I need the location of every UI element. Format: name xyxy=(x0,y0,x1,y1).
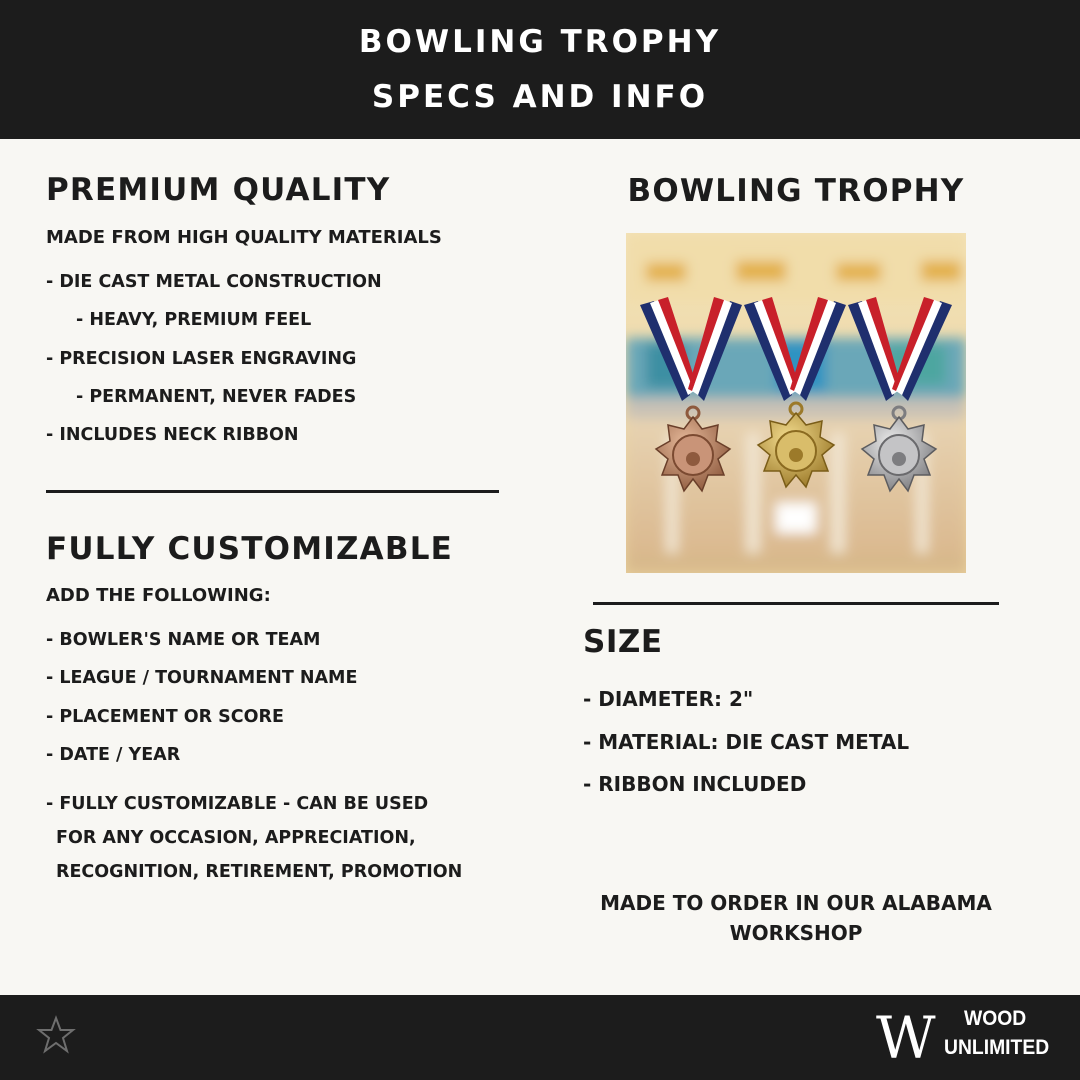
logo-line1: WOOD xyxy=(964,1007,1027,1030)
medals-photo xyxy=(626,233,966,573)
section-divider xyxy=(46,490,499,493)
logo-letter: W xyxy=(876,1004,930,1072)
premium-subitem: - PERMANENT, NEVER FADES xyxy=(76,387,357,407)
page-footer xyxy=(0,995,1080,1080)
wood-unlimited-logo xyxy=(876,1003,1056,1073)
made-to-order-note xyxy=(580,888,1012,948)
customizable-item: - BOWLER'S NAME OR TEAM xyxy=(46,630,321,650)
header-title-line2: SPECS AND INFO xyxy=(371,78,709,115)
customizable-heading: FULLY CUSTOMIZABLE xyxy=(46,531,454,567)
product-title: BOWLING TROPHY xyxy=(627,173,965,209)
star-outline-icon xyxy=(36,1015,76,1055)
premium-item: - DIE CAST METAL CONSTRUCTION xyxy=(46,272,382,292)
premium-item: - INCLUDES NECK RIBBON xyxy=(46,425,299,445)
premium-item: - PRECISION LASER ENGRAVING xyxy=(46,349,357,369)
customizable-item: - DATE / YEAR xyxy=(46,745,181,765)
size-item: - DIAMETER: 2" xyxy=(583,687,754,711)
page-header xyxy=(0,0,1080,139)
header-title-line1: BOWLING TROPHY xyxy=(358,23,722,60)
customizable-item: - LEAGUE / TOURNAMENT NAME xyxy=(46,668,358,688)
size-heading: SIZE xyxy=(583,624,663,660)
logo-line2: UNLIMITED xyxy=(944,1036,1050,1059)
size-item: - RIBBON INCLUDED xyxy=(583,772,807,796)
premium-heading: PREMIUM QUALITY xyxy=(46,172,391,208)
premium-subheading: MADE FROM HIGH QUALITY MATERIALS xyxy=(46,227,442,248)
customizable-subheading: ADD THE FOLLOWING: xyxy=(46,585,271,606)
made-to-order-line1: MADE TO ORDER IN OUR ALABAMA xyxy=(600,891,992,915)
customizable-note-line: - FULLY CUSTOMIZABLE - CAN BE USED xyxy=(46,794,429,814)
premium-subitem: - HEAVY, PREMIUM FEEL xyxy=(76,310,312,330)
section-divider xyxy=(593,602,999,605)
medals-photo-icon xyxy=(626,233,966,573)
size-item: - MATERIAL: DIE CAST METAL xyxy=(583,730,910,754)
customizable-note-line: RECOGNITION, RETIREMENT, PROMOTION xyxy=(56,862,463,882)
made-to-order-line2: WORKSHOP xyxy=(729,921,863,945)
customizable-item: - PLACEMENT OR SCORE xyxy=(46,707,284,727)
customizable-note-line: FOR ANY OCCASION, APPRECIATION, xyxy=(56,828,416,848)
